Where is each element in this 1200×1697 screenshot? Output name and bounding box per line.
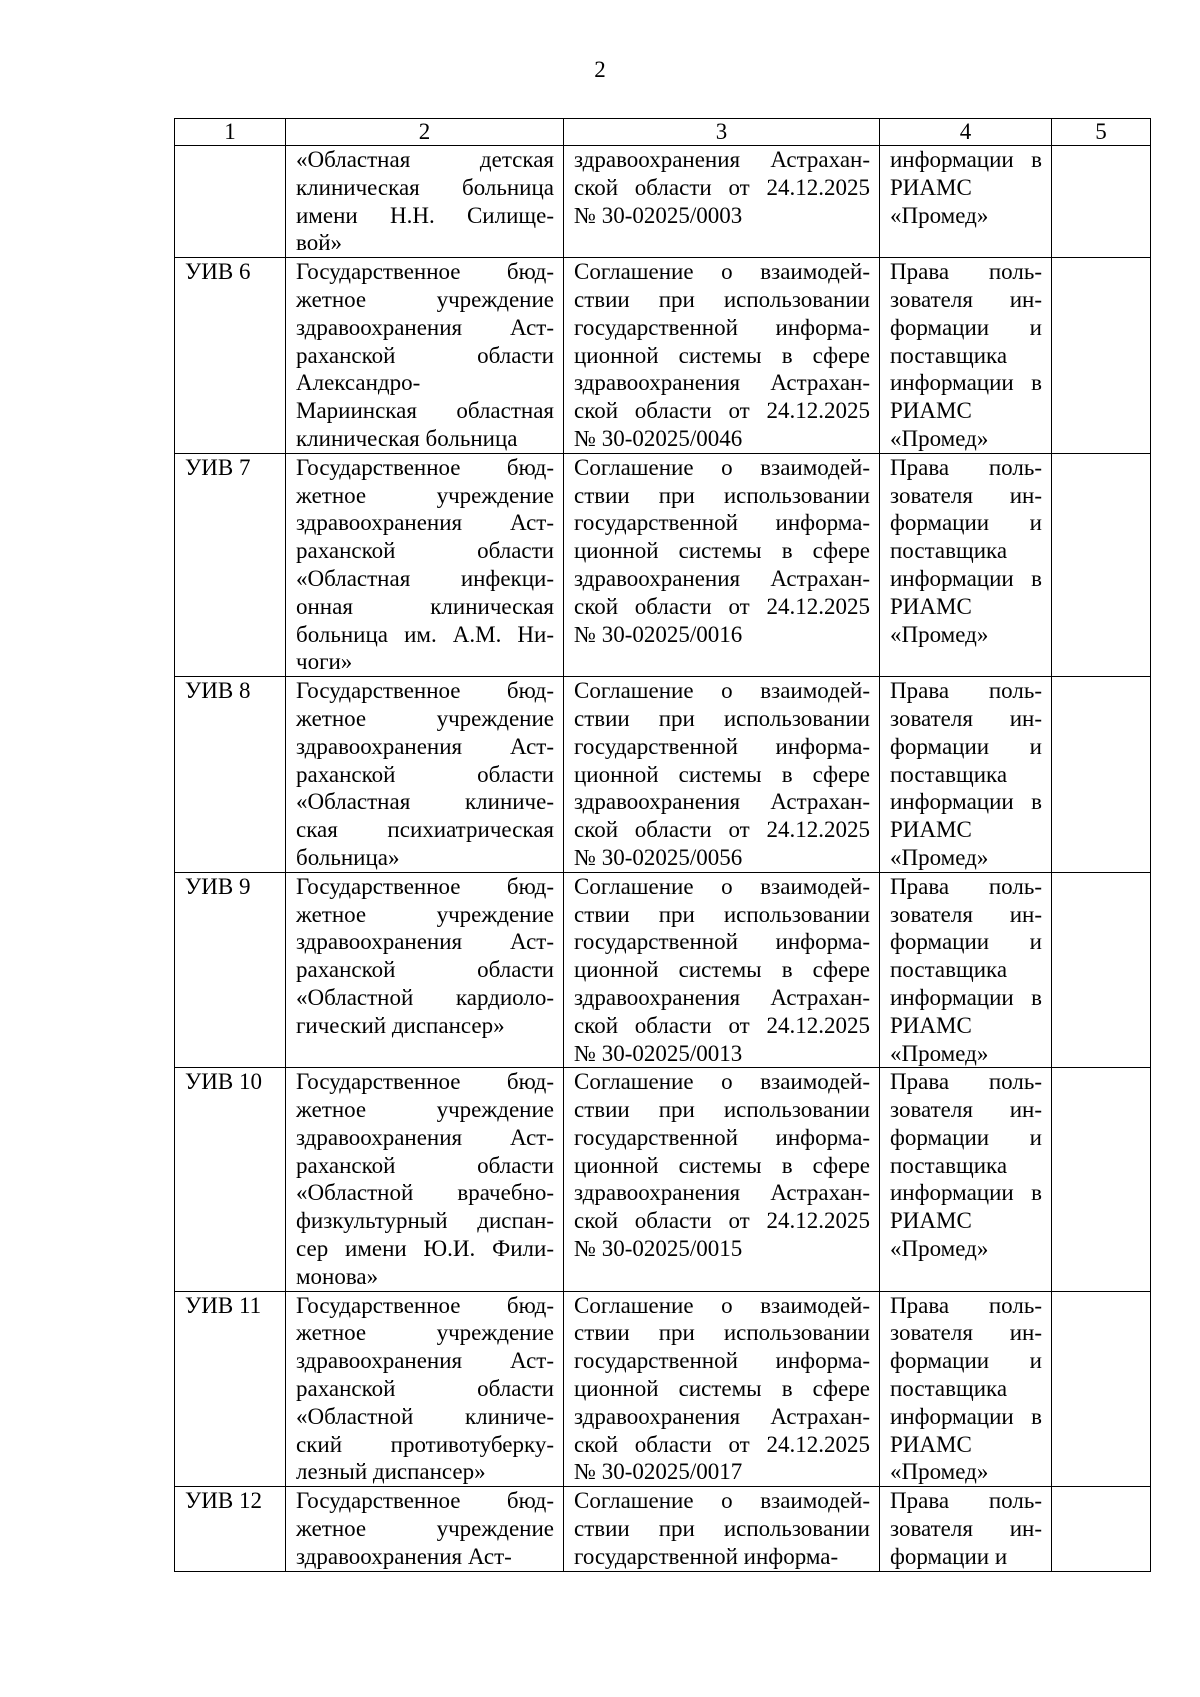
text-line: зователя ин-: [890, 1097, 1042, 1123]
text-line: клиническая больница: [296, 174, 554, 200]
note-cell: [1052, 453, 1151, 676]
row-id-cell-text: УИВ 10: [185, 1069, 262, 1095]
text-line: ствии при использовании: [574, 705, 870, 731]
text-line: раханской области: [296, 1152, 554, 1178]
text-line: раханской области: [296, 957, 554, 983]
text-line: «Областная клиниче-: [296, 789, 554, 815]
organization-cell: [286, 872, 564, 1068]
text-line: жетное учреждение: [296, 705, 554, 731]
text-line: ствии при использовании: [574, 901, 870, 927]
column-header-1: 1: [175, 119, 286, 146]
text-line: физкультурный диспан-: [296, 1208, 554, 1234]
text-line: жетное учреждение: [296, 482, 554, 508]
text-line: «Областной клиниче-: [296, 1403, 554, 1429]
rights-cell-text: [890, 1292, 1042, 1487]
text-line: государственной информа-: [574, 733, 870, 759]
text-line: ская психиатрическая: [296, 817, 554, 843]
text-line: № 30-02025/0003: [574, 202, 743, 228]
text-line: лезный диспансер»: [296, 1459, 486, 1485]
agreement-cell: [564, 1291, 880, 1487]
row-id-cell: [175, 677, 286, 873]
organization-cell-text: [296, 1068, 554, 1290]
column-header-4: 4: [880, 119, 1052, 146]
text-line: здравоохранения Аст-: [296, 314, 554, 340]
text-line: жетное учреждение: [296, 286, 554, 312]
text-line: № 30-02025/0046: [574, 425, 743, 451]
text-line: «Областная инфекци-: [296, 565, 554, 591]
text-line: Права поль-: [890, 873, 1042, 899]
text-line: государственной информа-: [574, 929, 870, 955]
text-line: здравоохранения Астрахан-: [574, 1403, 870, 1429]
text-line: жетное учреждение: [296, 901, 554, 927]
text-line: ствии при использовании: [574, 1320, 870, 1346]
text-line: здравоохранения Аст-: [296, 1543, 512, 1569]
note-cell: [1052, 258, 1151, 454]
text-line: Александро-: [296, 370, 421, 396]
agreement-cell-text: [574, 873, 870, 1068]
text-line: информации в: [890, 147, 1042, 172]
row-id-cell: [175, 1068, 286, 1291]
rights-cell: [880, 872, 1052, 1068]
text-line: государственной информа-: [574, 1543, 839, 1569]
rights-cell-text: [890, 873, 1042, 1068]
organization-cell: [286, 677, 564, 873]
text-line: государственной информа-: [574, 510, 870, 536]
table-header-row: [175, 119, 1151, 146]
text-line: формации и: [890, 733, 1042, 759]
note-cell: [1052, 146, 1151, 258]
text-line: государственной информа-: [574, 1348, 870, 1374]
table-row: [175, 1487, 1151, 1571]
row-id-cell: [175, 146, 286, 258]
text-line: онная клиническая: [296, 593, 554, 619]
table-body: [175, 119, 1151, 1572]
rights-cell: [880, 1291, 1052, 1487]
text-line: поставщика: [890, 342, 1008, 368]
text-line: «Промед»: [890, 425, 989, 451]
text-line: информации в: [890, 565, 1042, 591]
rights-cell: [880, 146, 1052, 258]
agreement-cell: [564, 1068, 880, 1291]
text-line: информации в: [890, 1403, 1042, 1429]
rights-cell-text: [890, 1487, 1042, 1570]
text-line: информации в: [890, 789, 1042, 815]
text-line: формации и: [890, 314, 1042, 340]
text-line: здравоохранения Астрахан-: [574, 370, 870, 396]
organization-cell-text: [296, 258, 554, 453]
text-line: Соглашение о взаимодей-: [574, 1292, 870, 1318]
text-line: «Промед»: [890, 844, 989, 870]
note-cell: [1052, 872, 1151, 1068]
table-row: [175, 146, 1151, 258]
text-line: РИАМС: [890, 817, 972, 843]
note-cell: [1052, 1068, 1151, 1291]
page-number: 2: [594, 57, 606, 82]
text-line: Соглашение о взаимодей-: [574, 1069, 870, 1095]
column-header-3: 3: [564, 119, 880, 146]
text-line: «Областная детская: [296, 147, 554, 172]
text-line: государственной информа-: [574, 314, 870, 340]
text-line: здравоохранения Астрахан-: [574, 147, 870, 172]
agreement-cell: [564, 258, 880, 454]
rights-cell-text: [890, 677, 1042, 872]
text-line: раханской области: [296, 342, 554, 368]
rights-cell: [880, 1487, 1052, 1571]
document-table: [174, 118, 1151, 1572]
text-line: № 30-02025/0016: [574, 621, 743, 647]
organization-cell-text: [296, 1292, 554, 1487]
agreement-cell-text: [574, 677, 870, 872]
rights-cell-text: [890, 146, 1042, 229]
text-line: чоги»: [296, 649, 353, 675]
table-row: [175, 677, 1151, 873]
text-line: здравоохранения Аст-: [296, 1124, 554, 1150]
text-line: Права поль-: [890, 454, 1042, 480]
column-header-2: 2: [286, 119, 564, 146]
text-line: № 30-02025/0017: [574, 1459, 743, 1485]
text-line: зователя ин-: [890, 901, 1042, 927]
text-line: Права поль-: [890, 259, 1042, 285]
text-line: здравоохранения Астрахан-: [574, 565, 870, 591]
text-line: Мариинская областная: [296, 398, 554, 424]
row-id-cell-text: УИВ 7: [185, 454, 251, 480]
text-line: ский противотуберку-: [296, 1431, 554, 1457]
text-line: больница им. А.М. Ни-: [296, 621, 554, 647]
text-line: гический диспансер»: [296, 1012, 505, 1038]
row-id-cell: [175, 453, 286, 676]
text-line: ствии при использовании: [574, 286, 870, 312]
organization-cell-text: [296, 146, 554, 257]
organization-cell: [286, 258, 564, 454]
text-line: Государственное бюд-: [296, 873, 554, 899]
agreement-cell-text: [574, 1487, 870, 1570]
text-line: здравоохранения Аст-: [296, 1348, 554, 1374]
text-line: ской области от 24.12.2025: [574, 1012, 870, 1038]
text-line: Права поль-: [890, 1069, 1042, 1095]
text-line: ционной системы в сфере: [574, 761, 870, 787]
column-header-5: 5: [1052, 119, 1151, 146]
text-line: здравоохранения Аст-: [296, 929, 554, 955]
agreement-cell: [564, 872, 880, 1068]
rights-cell: [880, 1068, 1052, 1291]
note-cell: [1052, 1291, 1151, 1487]
text-line: Соглашение о взаимодей-: [574, 454, 870, 480]
text-line: поставщика: [890, 538, 1008, 564]
text-line: поставщика: [890, 761, 1008, 787]
text-line: раханской области: [296, 761, 554, 787]
text-line: Государственное бюд-: [296, 1488, 554, 1514]
text-line: РИАМС: [890, 1208, 972, 1234]
text-line: зователя ин-: [890, 705, 1042, 731]
text-line: вой»: [296, 230, 343, 256]
rights-cell-text: [890, 258, 1042, 453]
text-line: зователя ин-: [890, 1320, 1042, 1346]
organization-cell: [286, 1068, 564, 1291]
text-line: жетное учреждение: [296, 1097, 554, 1123]
text-line: формации и: [890, 1124, 1042, 1150]
table-row: [175, 1068, 1151, 1291]
text-line: формации и: [890, 1543, 1008, 1569]
text-line: РИАМС: [890, 1431, 972, 1457]
text-line: РИАМС: [890, 174, 972, 200]
table-row: [175, 1291, 1151, 1487]
text-line: Соглашение о взаимодей-: [574, 1488, 870, 1514]
text-line: ционной системы в сфере: [574, 1376, 870, 1402]
text-line: ционной системы в сфере: [574, 342, 870, 368]
text-line: Права поль-: [890, 1488, 1042, 1514]
text-line: Права поль-: [890, 1292, 1042, 1318]
text-line: государственной информа-: [574, 1124, 870, 1150]
text-line: ционной системы в сфере: [574, 957, 870, 983]
text-line: РИАМС: [890, 1012, 972, 1038]
text-line: № 30-02025/0015: [574, 1236, 743, 1262]
agreement-cell-text: [574, 454, 870, 649]
text-line: Государственное бюд-: [296, 454, 554, 480]
text-line: здравоохранения Астрахан-: [574, 1180, 870, 1206]
text-line: раханской области: [296, 538, 554, 564]
text-line: раханской области: [296, 1376, 554, 1402]
agreement-cell-text: [574, 258, 870, 453]
text-line: информации в: [890, 984, 1042, 1010]
row-id-cell: [175, 872, 286, 1068]
note-cell: [1052, 1487, 1151, 1571]
text-line: Соглашение о взаимодей-: [574, 678, 870, 704]
text-line: больница»: [296, 844, 400, 870]
text-line: «Промед»: [890, 621, 989, 647]
text-line: формации и: [890, 510, 1042, 536]
text-line: ской области от 24.12.2025: [574, 174, 870, 200]
table-row: [175, 872, 1151, 1068]
text-line: поставщика: [890, 957, 1008, 983]
text-line: ционной системы в сфере: [574, 538, 870, 564]
text-line: ской области от 24.12.2025: [574, 817, 870, 843]
organization-cell: [286, 146, 564, 258]
organization-cell: [286, 1291, 564, 1487]
text-line: зователя ин-: [890, 482, 1042, 508]
text-line: ской области от 24.12.2025: [574, 398, 870, 424]
text-line: здравоохранения Аст-: [296, 510, 554, 536]
text-line: № 30-02025/0056: [574, 844, 743, 870]
text-line: Государственное бюд-: [296, 678, 554, 704]
text-line: ствии при использовании: [574, 1516, 870, 1542]
text-line: Государственное бюд-: [296, 1069, 554, 1095]
organization-cell: [286, 1487, 564, 1571]
table-row: [175, 258, 1151, 454]
agreement-cell: [564, 1487, 880, 1571]
agreement-cell: [564, 146, 880, 258]
text-line: жетное учреждение: [296, 1320, 554, 1346]
table-row: [175, 453, 1151, 676]
organization-cell-text: [296, 1487, 554, 1570]
text-line: поставщика: [890, 1376, 1008, 1402]
text-line: «Областной врачебно-: [296, 1180, 554, 1206]
organization-cell-text: [296, 454, 554, 676]
row-id-cell-text: УИВ 11: [185, 1292, 262, 1318]
text-line: клиническая больница: [296, 425, 518, 451]
row-id-cell-text: УИВ 9: [185, 873, 251, 899]
text-line: Государственное бюд-: [296, 1292, 554, 1318]
text-line: «Промед»: [890, 1459, 989, 1485]
text-line: «Промед»: [890, 202, 989, 228]
agreement-cell-text: [574, 146, 870, 229]
text-line: ствии при использовании: [574, 1097, 870, 1123]
text-line: Соглашение о взаимодей-: [574, 259, 870, 285]
text-line: сер имени Ю.И. Фили-: [296, 1236, 554, 1262]
agreement-cell-text: [574, 1068, 870, 1263]
agreement-cell: [564, 453, 880, 676]
row-id-cell: [175, 1291, 286, 1487]
rights-cell: [880, 677, 1052, 873]
organization-cell-text: [296, 677, 554, 872]
text-line: формации и: [890, 1348, 1042, 1374]
text-line: здравоохранения Аст-: [296, 733, 554, 759]
text-line: здравоохранения Астрахан-: [574, 984, 870, 1010]
text-line: информации в: [890, 370, 1042, 396]
row-id-cell-text: УИВ 8: [185, 678, 251, 704]
text-line: жетное учреждение: [296, 1516, 554, 1542]
text-line: зователя ин-: [890, 286, 1042, 312]
agreement-cell-text: [574, 1292, 870, 1487]
rights-cell: [880, 453, 1052, 676]
rights-cell-text: [890, 454, 1042, 649]
agreement-cell: [564, 677, 880, 873]
text-line: Государственное бюд-: [296, 259, 554, 285]
text-line: зователя ин-: [890, 1516, 1042, 1542]
text-line: «Областной кардиоло-: [296, 984, 554, 1010]
row-id-cell: [175, 1487, 286, 1571]
text-line: ционной системы в сфере: [574, 1152, 870, 1178]
text-line: формации и: [890, 929, 1042, 955]
text-line: ской области от 24.12.2025: [574, 593, 870, 619]
text-line: РИАМС: [890, 398, 972, 424]
row-id-cell: [175, 258, 286, 454]
text-line: информации в: [890, 1180, 1042, 1206]
text-line: ской области от 24.12.2025: [574, 1431, 870, 1457]
text-line: монова»: [296, 1263, 379, 1289]
text-line: имени Н.Н. Силище-: [296, 202, 554, 228]
text-line: Соглашение о взаимодей-: [574, 873, 870, 899]
row-id-cell-text: УИВ 6: [185, 259, 251, 285]
row-id-cell-text: УИВ 12: [185, 1488, 262, 1514]
text-line: здравоохранения Астрахан-: [574, 789, 870, 815]
text-line: «Промед»: [890, 1236, 989, 1262]
rights-cell-text: [890, 1068, 1042, 1263]
text-line: № 30-02025/0013: [574, 1040, 743, 1066]
rights-cell: [880, 258, 1052, 454]
note-cell: [1052, 677, 1151, 873]
text-line: Права поль-: [890, 678, 1042, 704]
organization-cell: [286, 453, 564, 676]
organization-cell-text: [296, 873, 554, 1040]
text-line: ской области от 24.12.2025: [574, 1208, 870, 1234]
text-line: РИАМС: [890, 593, 972, 619]
text-line: ствии при использовании: [574, 482, 870, 508]
text-line: поставщика: [890, 1152, 1008, 1178]
text-line: «Промед»: [890, 1040, 989, 1066]
